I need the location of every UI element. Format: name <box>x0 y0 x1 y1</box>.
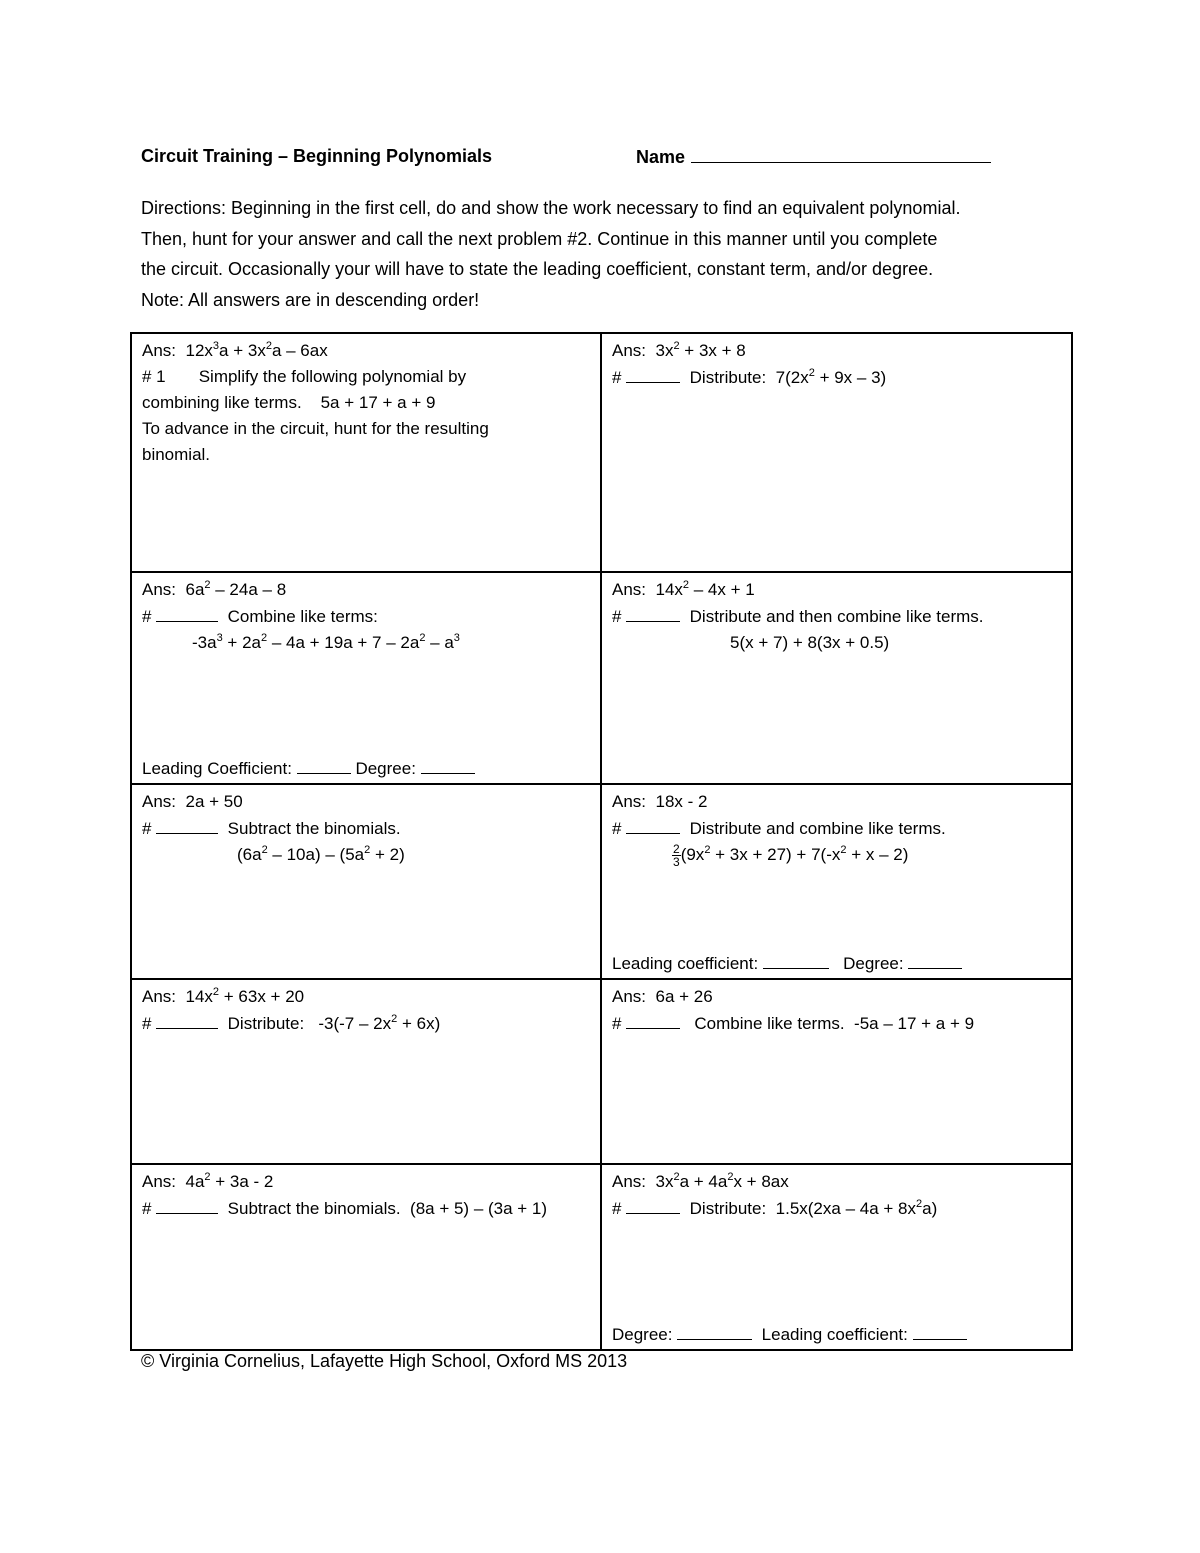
name-field[interactable] <box>636 146 991 168</box>
circuit-cell-8 <box>601 979 1072 1164</box>
leading-coefficient-blank[interactable] <box>297 755 351 774</box>
degree-blank[interactable] <box>421 755 475 774</box>
leading-coefficient-blank[interactable] <box>763 950 829 969</box>
answer-line: Ans: 18x - 2 <box>612 792 708 811</box>
cell-footer: Leading coefficient: Degree: <box>612 950 962 977</box>
answer-line: Ans: $4a^2 + 3a - 2$ <box>142 1171 274 1191</box>
answer-line: Ans: $3x^2a + 4a^2x + 8ax$ <box>612 1171 789 1191</box>
cell-footer: Leading Coefficient: Degree: <box>142 755 475 782</box>
circuit-cell-4 <box>601 572 1072 784</box>
circuit-cell-3 <box>131 572 601 784</box>
problem-number-blank[interactable] <box>156 1195 218 1214</box>
answer-line: Ans: $3x^2 + 3x + 8$ <box>612 340 746 360</box>
problem-number-blank[interactable] <box>626 1195 680 1214</box>
problem-expression: 5(x + 7) + 8(3x + 0.5) <box>730 633 890 652</box>
problem-number: # 1 <box>142 367 166 386</box>
problem-line: # Subtract the binomials. <box>142 815 590 842</box>
cell-footer: Degree: Leading coefficient: <box>612 1321 967 1348</box>
problem-number-blank[interactable] <box>626 603 680 622</box>
degree-blank[interactable] <box>677 1321 752 1340</box>
directions-line-1: Directions: Beginning in the first cell, do and show the work necessary to find an equivalent polynomial. <box>141 198 961 218</box>
problem-number-blank[interactable] <box>626 1010 680 1029</box>
problem-number-blank[interactable] <box>156 815 218 834</box>
fraction-two-thirds: $\frac{2}{3}$ <box>673 842 680 870</box>
directions-line-3: the circuit. Occasionally your will have to state the leading coefficient, constant term, and/or degree. <box>141 259 934 279</box>
problem-expression: $\frac{2}{3}$ $(9x^2 + 3x + 27) + 7(-x^2 + x - 2)$ <box>673 842 909 870</box>
problem-line: # Subtract the binomials. (8a + 5) – (3a + 1) <box>142 1195 590 1222</box>
answer-line: Ans: 6a + 26 <box>612 987 713 1006</box>
directions-line-2: Then, hunt for your answer and call the next problem #2. Continue in this manner until you complete <box>141 228 938 249</box>
circuit-cell-7 <box>131 979 601 1164</box>
problem-line: # 1 Simplify the following polynomial by <box>142 367 467 386</box>
problem-line: # Distribute: $1.5x(2xa - 4a + 8x^2a)$ <box>612 1195 1061 1222</box>
circuit-cell-6 <box>601 784 1072 979</box>
directions-line-4: Note: All answers are in descending order! <box>141 289 480 310</box>
problem-expression: 5a + 17 + a + 9 <box>320 393 436 412</box>
degree-blank[interactable] <box>908 950 962 969</box>
copyright-footer: © Virginia Cornelius, Lafayette High School, Oxford MS 2013 <box>141 1351 628 1371</box>
problem-number-blank[interactable] <box>156 1010 218 1029</box>
circuit-grid <box>130 332 1073 1351</box>
problem-expression: $-3a^3 + 2a^2 - 4a + 19a + 7 - 2a^2 - a^3$ <box>192 632 460 652</box>
problem-line: # Distribute: $7(2x^2 + 9x - 3)$ <box>612 364 1061 391</box>
problem-number-blank[interactable] <box>156 603 218 622</box>
answer-line: Ans: $14x^2 + 63x + 20$ <box>142 986 305 1006</box>
problem-expression: $(6a^2 - 10a) - (5a^2 + 2)$ <box>237 844 405 864</box>
circuit-cell-1: Ans: $12x^3a + 3x^2a - 6ax$ # 1 Simplify the following polynomial by combining like terms. 5a + 17 + a + 9 To advance in the circuit, hunt for the resulting binomial. <box>131 333 601 572</box>
problem-line: # Distribute: $-3(-7 - 2x^2 + 6x)$ <box>142 1010 590 1037</box>
name-blank[interactable] <box>691 146 991 163</box>
answer-line: Ans: $12x^3a + 3x^2a - 6ax$ <box>142 340 328 360</box>
directions <box>141 193 1071 315</box>
problem-line: # Combine like terms: <box>142 603 590 630</box>
circuit-cell-5 <box>131 784 601 979</box>
answer-line: Ans: $6a^2 - 24a - 8$ <box>142 579 287 599</box>
name-label: Name <box>636 147 686 167</box>
circuit-cell-2 <box>601 333 1072 572</box>
circuit-cell-9 <box>131 1164 601 1350</box>
worksheet-title: Circuit Training – Beginning Polynomials <box>141 146 493 166</box>
answer-line: Ans: 2a + 50 <box>142 792 243 811</box>
circuit-cell-10 <box>601 1164 1072 1350</box>
leading-coefficient-blank[interactable] <box>913 1321 967 1340</box>
problem-line: # Distribute and then combine like terms. <box>612 603 1061 630</box>
problem-line: # Distribute and combine like terms. <box>612 815 1061 842</box>
answer-line: Ans: $14x^2 - 4x + 1$ <box>612 579 755 599</box>
problem-line: # Combine like terms. -5a – 17 + a + 9 <box>612 1010 1061 1037</box>
problem-number-blank[interactable] <box>626 815 680 834</box>
problem-number-blank[interactable] <box>626 364 680 383</box>
